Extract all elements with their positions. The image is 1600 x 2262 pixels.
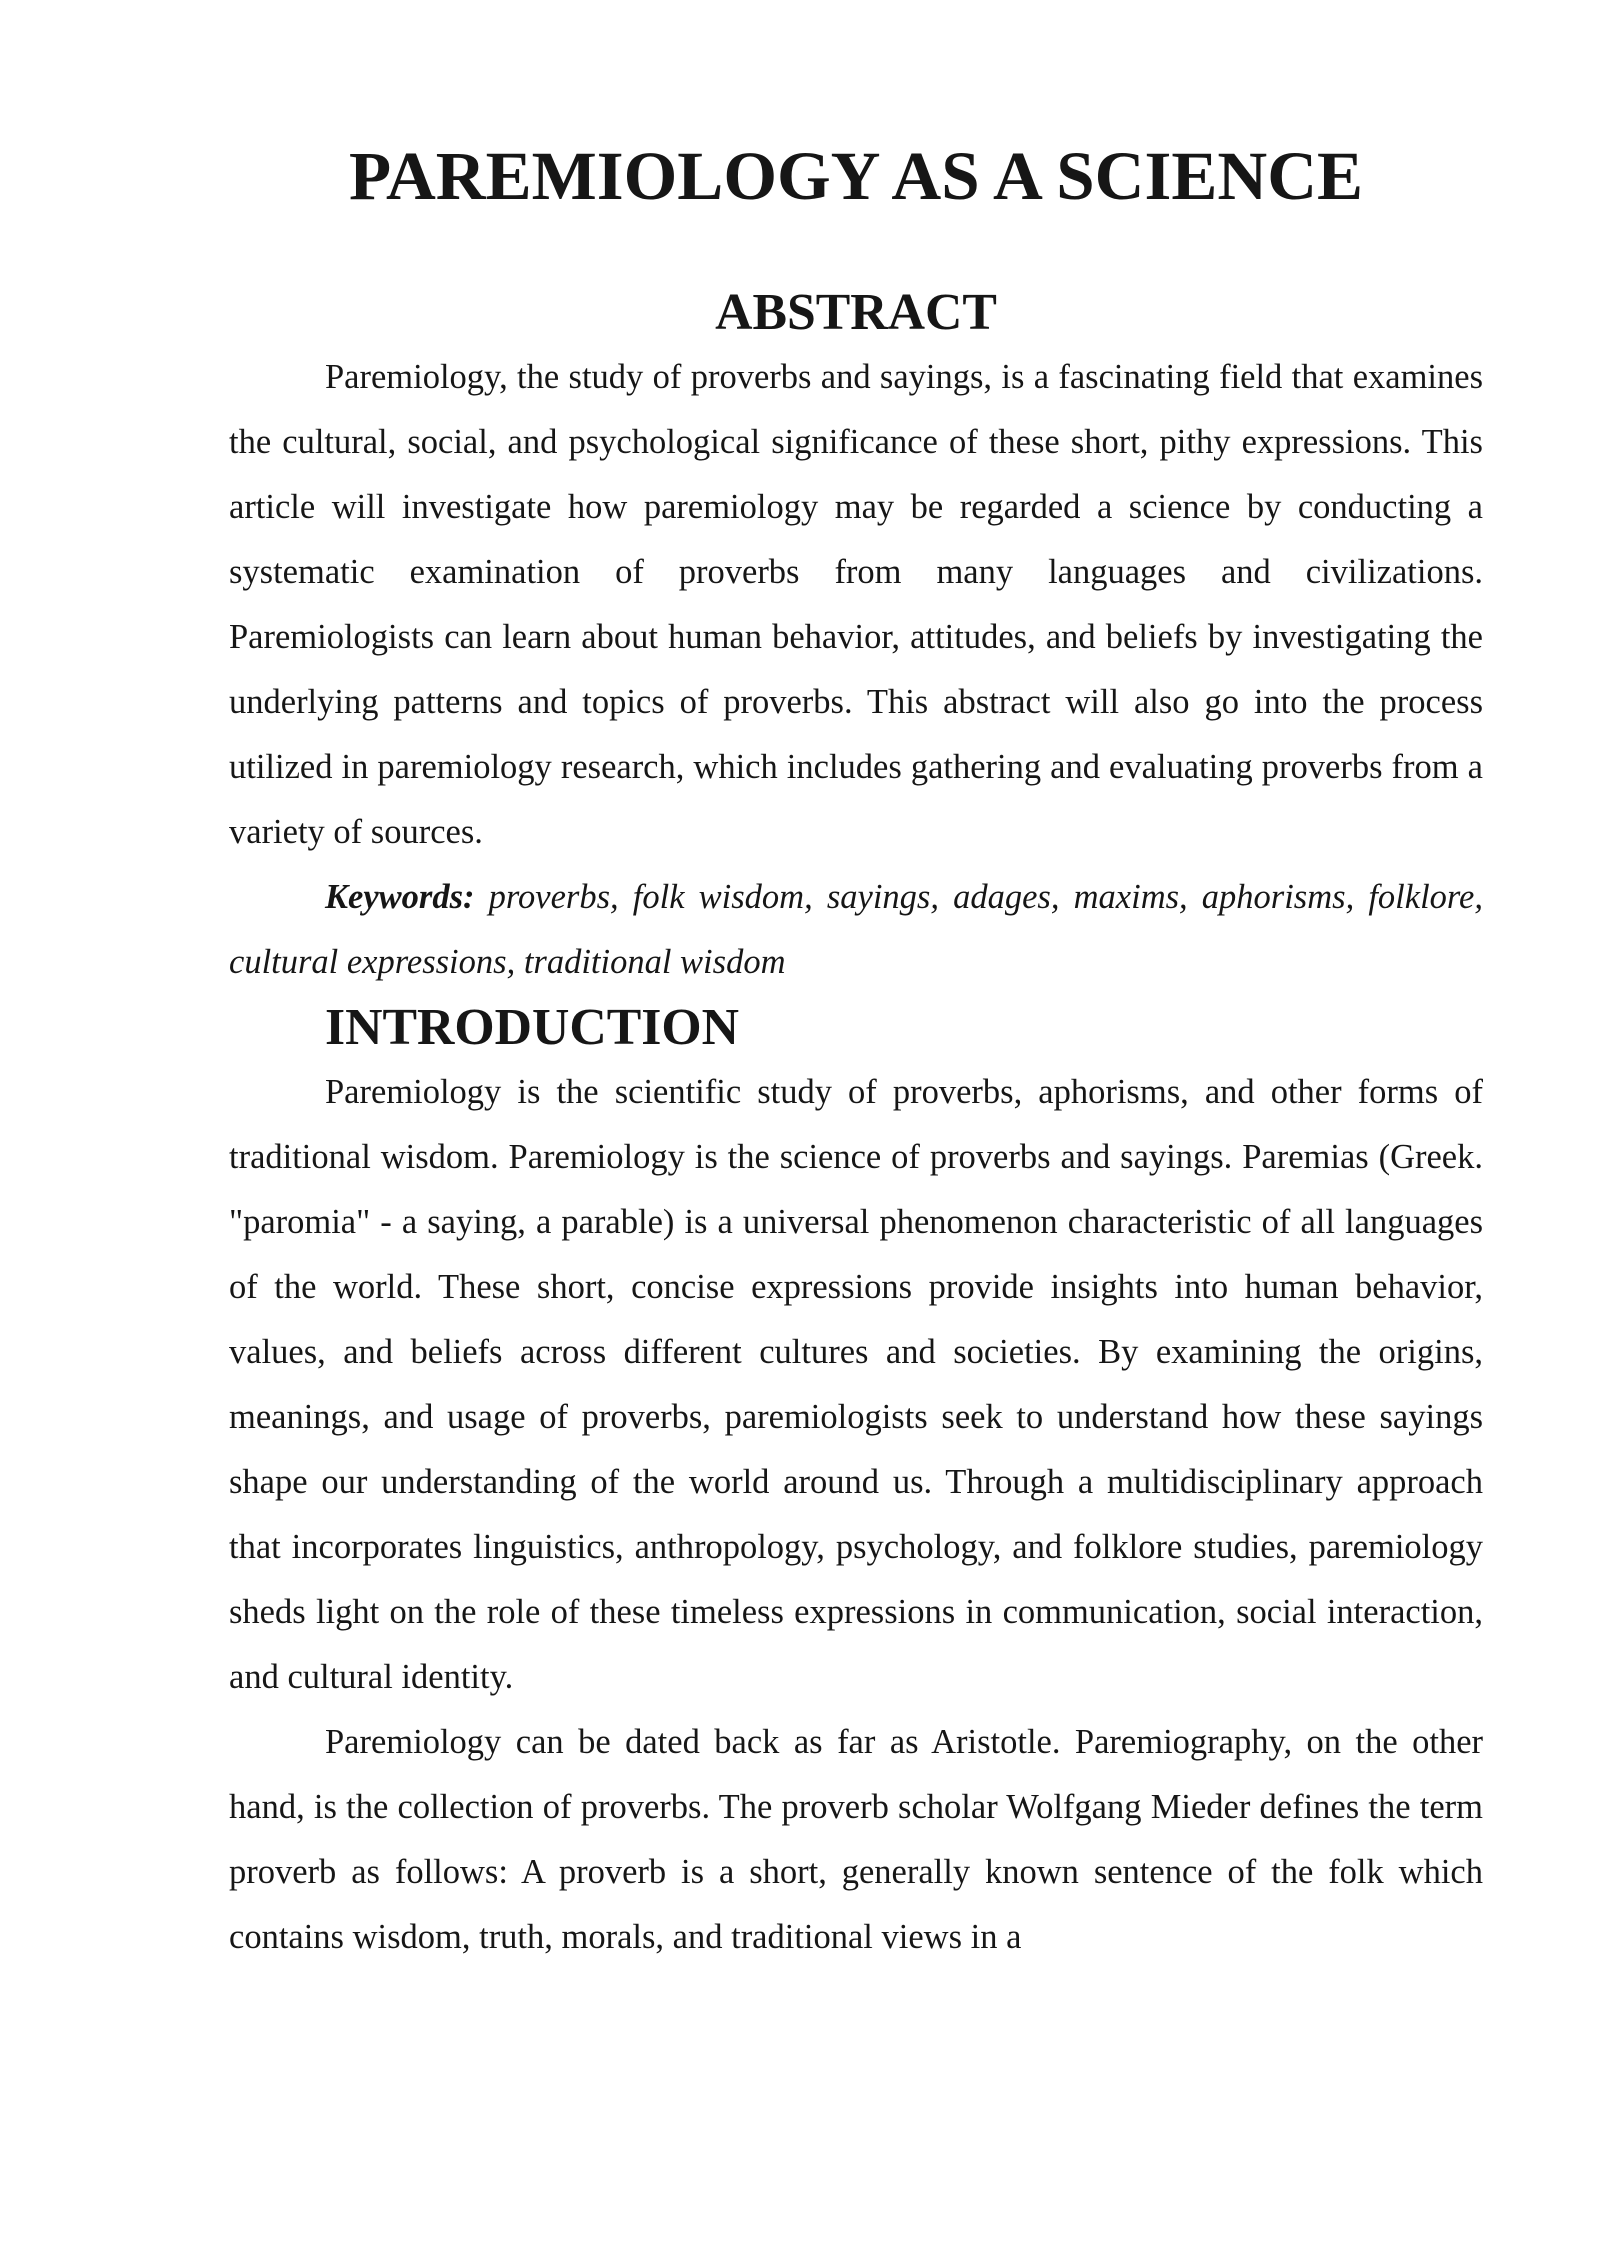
abstract-heading: ABSTRACT <box>715 284 997 341</box>
introduction-paragraph-1: Paremiology is the scientific study of proverbs, aphorisms, and other forms of traditional wisdom. Paremiology is the science of proverbs and sayings. Paremias (Greek. "paromia" - a saying, a parable) is a universal phenomenon characteristic of all languages of the world. These short, concise expressions provide insights into human behavior, values, and beliefs across different cultures and societies. By examining the origins, meanings, and usage of proverbs, paremiologists seek to understand how these sayings shape our understanding of the world around us. Through a multidisciplinary approach that incorporates linguistics, anthropology, psychology, and folklore studies, paremiology sheds light on the role of these timeless expressions in communication, social interaction, and cultural identity. <box>229 1073 1483 1696</box>
document-page <box>229 138 1483 1970</box>
introduction-heading: INTRODUCTION <box>325 999 740 1056</box>
keywords-label: Keywords: <box>325 878 475 916</box>
abstract-paragraph: Paremiology, the study of proverbs and sayings, is a fascinating field that examines the cultural, social, and psychological significance of these short, pithy expressions. This article will investigate how paremiology may be regarded a science by conducting a systematic examination of proverbs from many languages and civilizations. Paremiologists can learn about human behavior, attitudes, and beliefs by investigating the underlying patterns and topics of proverbs. This abstract will also go into the process utilized in paremiology research, which includes gathering and evaluating proverbs from a variety of sources. <box>229 358 1483 851</box>
keywords-paragraph <box>229 865 1483 995</box>
paper-title: PAREMIOLOGY AS A SCIENCE <box>348 138 1364 214</box>
introduction-paragraph-2: Paremiology can be dated back as far as Aristotle. Paremiography, on the other hand, is the collection of proverbs. The proverb scholar Wolfgang Mieder defines the term proverb as follows: A proverb is a short, generally known sentence of the folk which contains wisdom, truth, morals, and traditional views in a <box>229 1723 1483 1956</box>
keywords-list: proverbs, folk wisdom, sayings, adages, maxims, aphorisms, folklore, cultural expressions, traditional wisdom <box>229 878 1483 981</box>
